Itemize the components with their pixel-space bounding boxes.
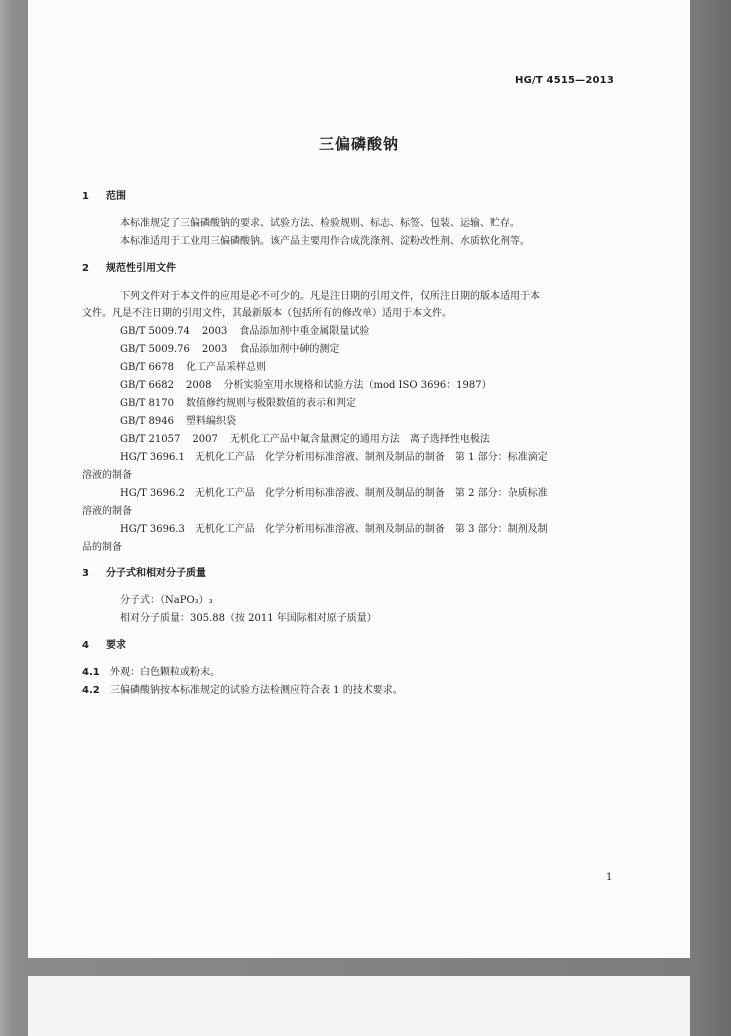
next-page-edge [28,976,690,1036]
page-title: 三偏磷酸钠 [318,135,399,153]
clause-number: 4.1 [82,667,100,678]
reference-item: GB/T 6682 2008 分析实验室用水规格和试验方法（mod ISO 3696：1987） [120,380,492,391]
standard-code: HG/T 4515—2013 [515,75,614,86]
reference-item: GB/T 8170 数值修约规则与极限数值的表示和判定 [120,398,357,409]
reference-hg-1-line-1: HG/T 3696.1 无机化工产品 化学分析用标准溶液、制剂及制品的制备 第 1 部分：标准滴定 [120,452,548,463]
reference-hg-2-line-2: 溶液的制备 [82,506,132,517]
section-4-heading [82,639,126,653]
scope-paragraph-2: 本标准适用于工业用三偏磷酸钠。该产品主要用作合成洗涤剂、淀粉改性剂、水质软化剂等。 [120,236,530,247]
reference-item: GB/T 8946 塑料编织袋 [120,416,237,427]
section-title: 分子式和相对分子质量 [106,568,206,579]
molecular-mass: 相对分子质量：305.88（按 2011 年国际相对原子质量） [120,613,377,624]
clause-text: 外观：白色颗粒或粉末。 [110,667,220,678]
reference-hg-3-line-1: HG/T 3696.3 无机化工产品 化学分析用标准溶液、制剂及制品的制备 第 3 部分：制剂及制 [120,524,548,535]
references-intro-line-2: 文件。凡是不注日期的引用文件，其最新版本（包括所有的修改单）适用于本文件。 [82,308,452,319]
reference-item: GB/T 21057 2007 无机化工产品中氟含量测定的通用方法 离子选择性电极法 [120,434,490,445]
references-intro-line-1: 下列文件对于本文件的应用是必不可少的。凡是注日期的引用文件，仅所注日期的版本适用于本 [120,291,540,302]
document-page [28,0,690,958]
clause-4-2 [82,684,403,698]
reference-item: GB/T 5009.76 2003 食品添加剂中砷的测定 [120,344,340,355]
section-number: 4 [82,640,89,651]
reference-hg-2-line-1: HG/T 3696.2 无机化工产品 化学分析用标准溶液、制剂及制品的制备 第 2 部分：杂质标准 [120,488,548,499]
clause-4-1 [82,666,220,680]
section-title: 要求 [106,640,126,651]
section-number: 3 [82,568,89,579]
section-3-heading [82,567,206,581]
section-number: 1 [82,191,89,202]
page-number: 1 [606,872,613,883]
section-2-heading [82,262,176,276]
section-number: 2 [82,263,89,274]
scope-paragraph-1: 本标准规定了三偏磷酸钠的要求、试验方法、检验规则、标志、标签、包装、运输、贮存。 [120,218,520,229]
section-title: 规范性引用文件 [106,263,176,274]
reference-hg-3-line-2: 品的制备 [82,542,122,553]
reference-hg-1-line-2: 溶液的制备 [82,470,132,481]
section-1-heading [82,190,126,204]
reference-item: GB/T 5009.74 2003 食品添加剂中重金属限量试验 [120,326,370,337]
molecular-formula: 分子式：（NaPO₃）₃ [120,595,213,606]
clause-text: 三偏磷酸钠按本标准规定的试验方法检测应符合表 1 的技术要求。 [110,685,403,696]
reference-item: GB/T 6678 化工产品采样总则 [120,362,267,373]
section-title: 范围 [106,191,126,202]
clause-number: 4.2 [82,685,100,696]
